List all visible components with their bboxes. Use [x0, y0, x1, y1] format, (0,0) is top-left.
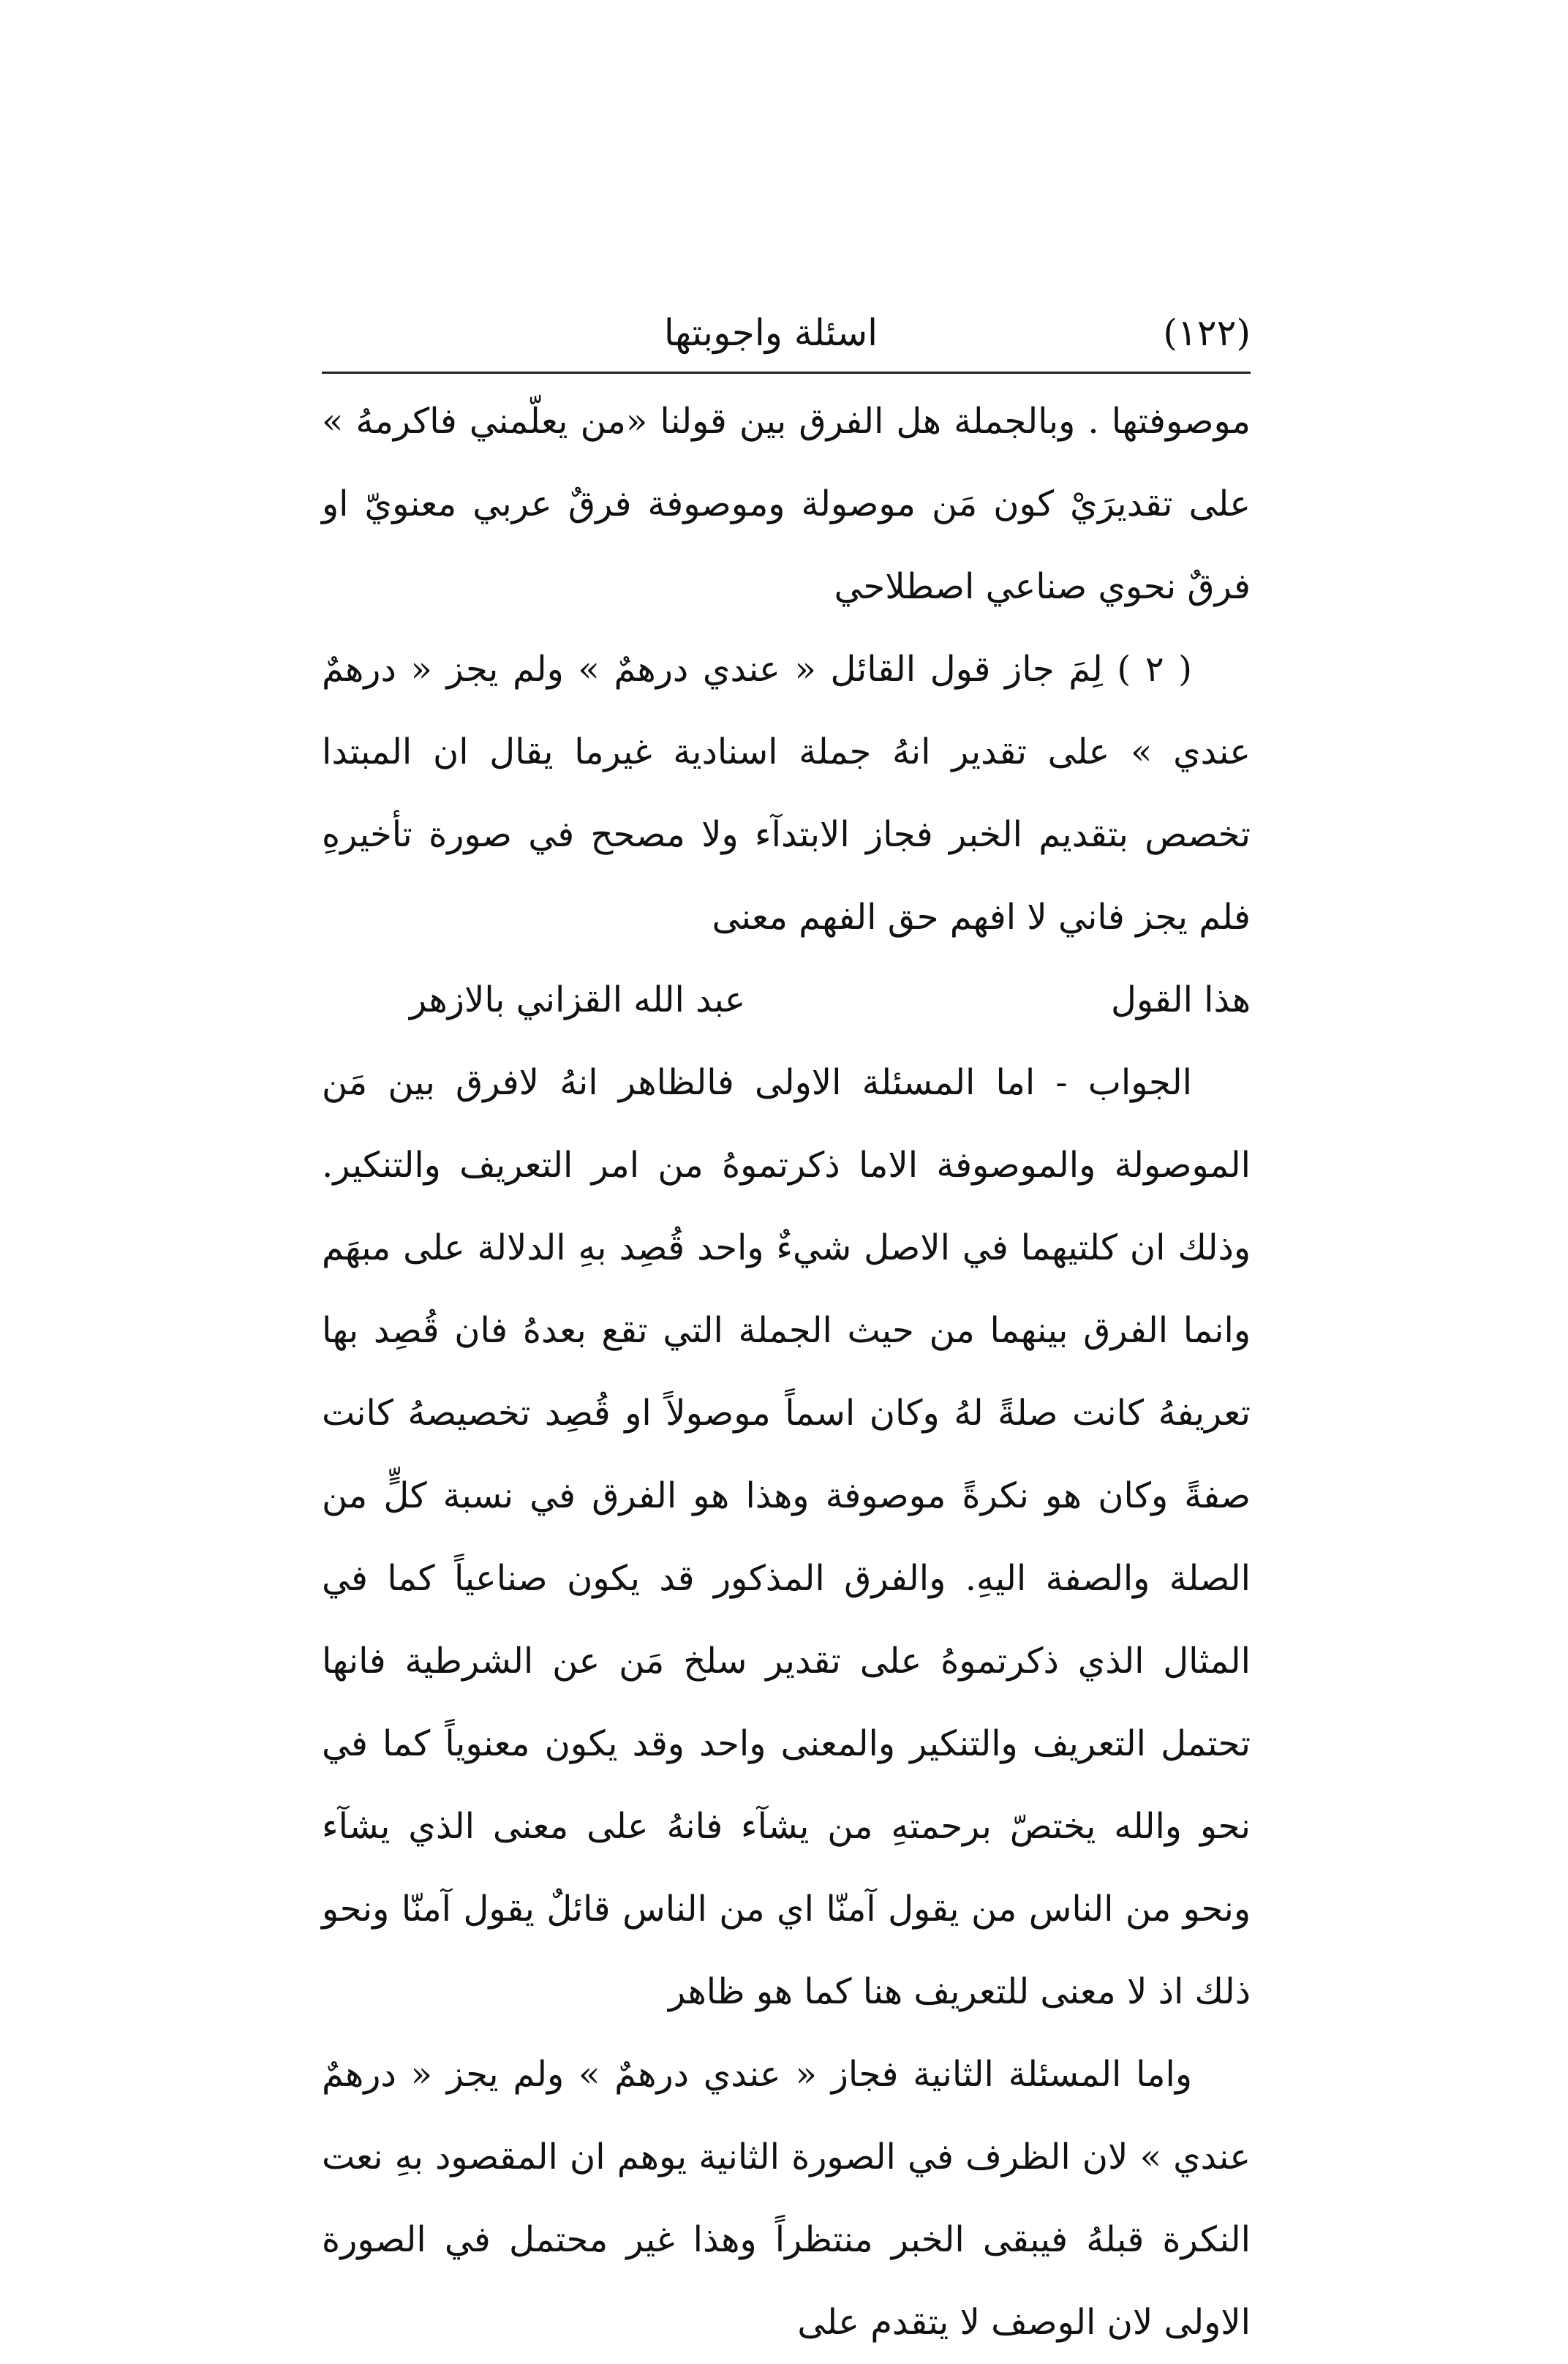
body-text: [322, 380, 1251, 2364]
paragraph-4: واما المسئلة الثانية فجاز « عندي درهمٌ » ولم يجز « درهمٌ عندي » لان الظرف في الصورة الثانية يوهم ان المقصود بهِ نعت النكرة قبلهُ فيبقى الخبر منتظراً وهذا غير محتمل في الصورة الاولى لان الوصف لا يتقدم على: [322, 2054, 1251, 2343]
question-author: عبد الله القزاني بالازهر: [410, 979, 746, 1020]
page-header: [322, 300, 1251, 366]
header-divider: [322, 372, 1251, 374]
paragraph-2-ending: هذا القول: [1110, 979, 1251, 1020]
paragraph-1: موصوفتها . وبالجملة هل الفرق بين قولنا «من يعلّمني فاكرمهُ » على تقديرَيْ كون مَن موصولة وموصوفة فرقٌ عربي معنويّ او فرقٌ نحوي صناعي اصطلاحي: [322, 401, 1251, 607]
running-title: اسئلة واجوبتها: [663, 312, 878, 354]
page-number: (١٢٢): [1163, 312, 1251, 354]
paragraph-2: ( ٢ ) لِمَ جاز قول القائل « عندي درهمٌ » ولم يجز « درهمٌ عندي » على تقدير انهُ جملة اسنادية غيرما يقال ان المبتدا تخصص بتقديم الخبر فجاز الابتدآء ولا مصحح في صورة تأخيرهِ فلم يجز فاني لا افهم حق الفهم معنى: [322, 649, 1251, 938]
signature-line: [322, 959, 1251, 1042]
paragraph-3: الجواب - اما المسئلة الاولى فالظاهر انهُ لافرق بين مَن الموصولة والموصوفة الاما ذكرتموهُ من امر التعريف والتنكير. وذلك ان كلتيهما في الاصل شيءٌ واحد قُصِد بهِ الدلالة على مبهَم وانما الفرق بينهما من حيث الجملة التي تقع بعدهُ فان قُصِد بها تعريفهُ كانت صلةً لهُ وكان اسماً موصولاً او قُصِد تخصيصهُ كانت صفةً وكان هو نكرةً موصوفة وهذا هو الفرق في نسبة كلٍّ من الصلة والصفة اليهِ. والفرق المذكور قد يكون صناعياً كما في المثال الذي ذكرتموهُ على تقدير سلخ مَن عن الشرطية فانها تحتمل التعريف والتنكير والمعنى واحد وقد يكون معنوياً كما في نحو والله يختصّ برحمتهِ من يشآء فانهُ على معنى الذي يشآء ونحو من الناس من يقول آمنّا اي من الناس قائلٌ يقول آمنّا ونحو ذلك اذ لا معنى للتعريف هنا كما هو ظاهر: [322, 1062, 1251, 2012]
